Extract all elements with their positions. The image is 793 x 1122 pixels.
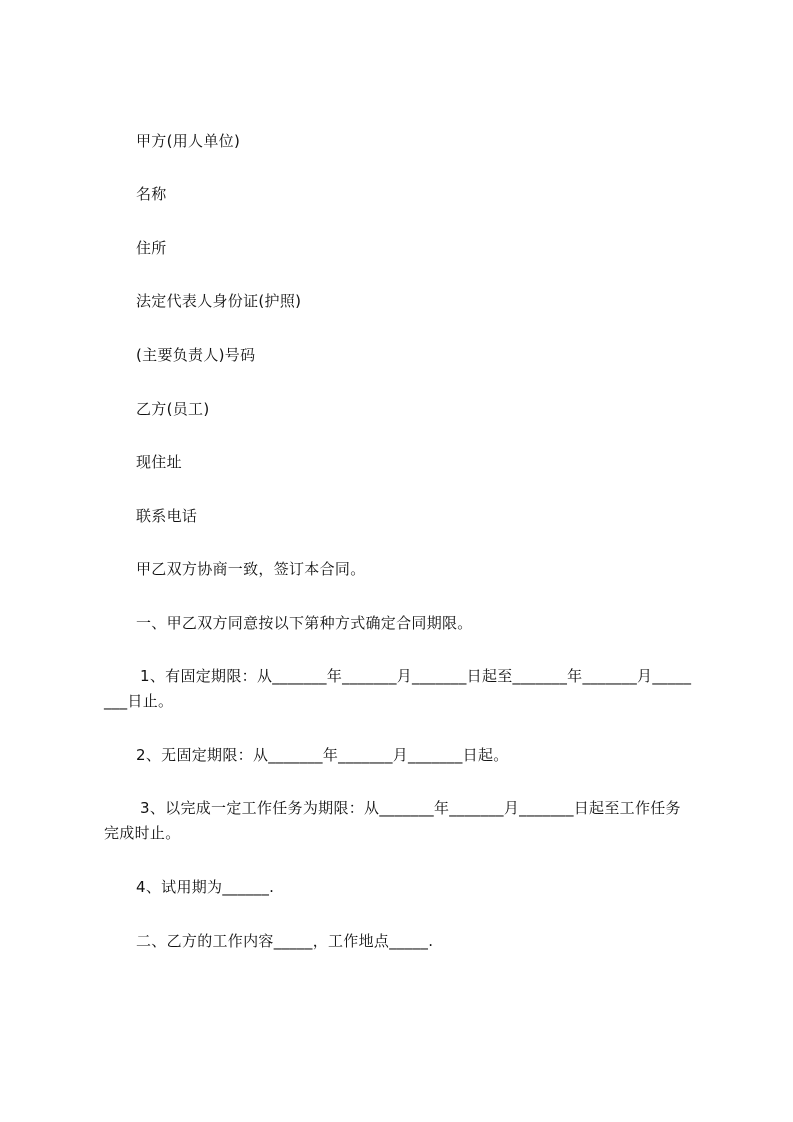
clause1-item4: 4、试用期为______. xyxy=(136,878,275,896)
current-address-label: 现住址 xyxy=(136,453,182,471)
party-a-label: 甲方(用人单位) xyxy=(136,132,241,150)
clause1-item3-line2: 完成时止。 xyxy=(104,824,181,842)
clause1-item1-line1: 1、有固定期限：从_______年_______月_______日起至_______年_______月_____ xyxy=(140,667,692,685)
phone-label: 联系电话 xyxy=(136,507,198,525)
clause1-item1-line2: ___日止。 xyxy=(104,692,174,710)
clause1-item3-line1: 3、以完成一定工作任务为期限：从_______年_______月_______日起至工作任务 xyxy=(140,799,681,817)
agreement-text: 甲乙双方协商一致，签订本合同。 xyxy=(136,560,366,578)
clause1-item2: 2、无固定期限：从_______年_______月_______日起。 xyxy=(136,746,509,764)
clause2-text: 二、乙方的工作内容_____，工作地点_____. xyxy=(136,932,434,950)
name-label: 名称 xyxy=(136,185,167,203)
legal-rep-label: 法定代表人身份证(护照) xyxy=(136,292,302,310)
principal-number-label: (主要负责人)号码 xyxy=(136,346,256,364)
clause1-title: 一、甲乙双方同意按以下第种方式确定合同期限。 xyxy=(136,614,473,632)
address-label: 住所 xyxy=(136,239,167,257)
party-b-label: 乙方(员工) xyxy=(136,400,210,418)
